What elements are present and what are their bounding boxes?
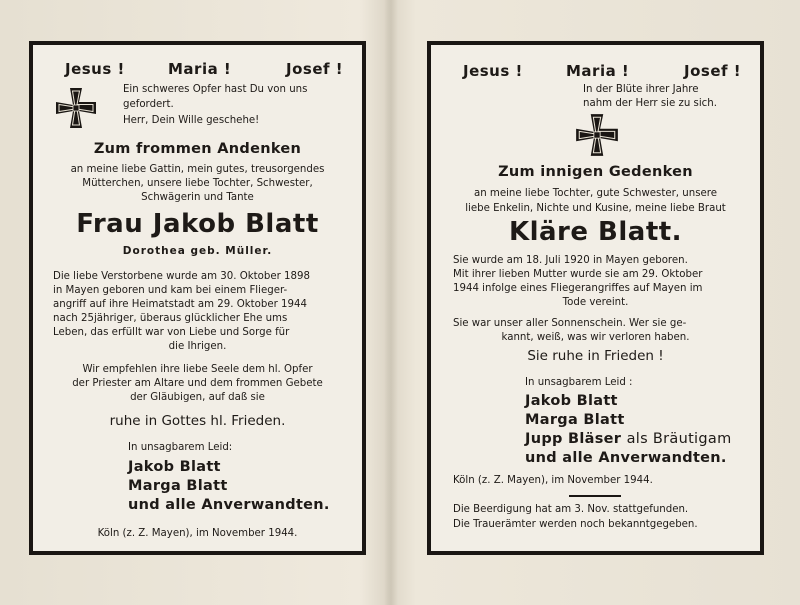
- jesus-label: Jesus !: [65, 60, 125, 78]
- jesus-label: Jesus !: [463, 62, 523, 80]
- deceased-name: Frau Jakob Blatt: [76, 209, 319, 239]
- intro-line-3: Herr, Dein Wille geschehe!: [123, 115, 260, 126]
- signer-1: Jakob Blatt: [128, 459, 221, 475]
- burial-line-2: Die Trauerämter werden noch bekanntgegeben.: [453, 519, 698, 530]
- bio-line-2: Mit ihrer lieben Mutter wurde sie am 29. Oktober: [453, 269, 703, 280]
- sunshine-line-1: Sie war unser aller Sonnenschein. Wer sie ge-: [453, 318, 687, 329]
- iron-cross-icon: [573, 111, 621, 159]
- josef-label: Josef !: [286, 60, 344, 78]
- grief-line: In unsagbarem Leid :: [525, 377, 633, 388]
- memorial-card-left: [29, 41, 366, 555]
- maria-label: Maria !: [566, 62, 630, 80]
- intro-line-2: nahm der Herr sie zu sich.: [583, 98, 717, 109]
- signer-2: Marga Blatt: [525, 412, 625, 428]
- burial-line-1: Die Beerdigung hat am 3. Nov. stattgefunden.: [453, 504, 689, 515]
- bio-line-4: Tode vereint.: [562, 297, 629, 308]
- grief-line: In unsagbarem Leid:: [128, 442, 233, 453]
- prayer-line-2: der Priester am Altare und dem frommen Gebete: [72, 378, 323, 389]
- bio-line-5: Leben, das erfüllt war von Liebe und Sorge für: [53, 327, 290, 338]
- deceased-name: Kläre Blatt.: [508, 217, 683, 247]
- dedication-line-1: an meine liebe Gattin, mein gutes, treusorgendes: [70, 164, 325, 175]
- signer-1: Jakob Blatt: [525, 393, 618, 409]
- bio-line-6: die Ihrigen.: [168, 341, 227, 352]
- bio-line-1: Die liebe Verstorbene wurde am 30. Oktober 1898: [53, 271, 310, 282]
- iron-cross-icon: [53, 85, 99, 131]
- bio-line-2: in Mayen geboren und kam bei einem Flieger-: [53, 285, 288, 296]
- prayer-line-3: der Gläubigen, auf daß sie: [130, 392, 265, 403]
- rest-in-peace: Sie ruhe in Frieden !: [527, 348, 664, 364]
- intro-line-2: gefordert.: [123, 99, 174, 110]
- dedication-line-3: Schwägerin und Tante: [141, 192, 254, 203]
- sunshine-line-2: kannt, weiß, was wir verloren haben.: [501, 332, 690, 343]
- memorial-card-right: [427, 41, 764, 555]
- card-heading: Zum innigen Gedenken: [498, 164, 693, 180]
- intro-line-1: Ein schweres Opfer hast Du von uns: [123, 84, 308, 95]
- prayer-line-1: Wir empfehlen ihre liebe Seele dem hl. Opfer: [82, 364, 313, 375]
- josef-label: Josef !: [684, 62, 742, 80]
- signer-3: und alle Anverwandten.: [128, 497, 330, 513]
- bio-line-4: nach 25jähriger, überaus glücklicher Ehe ums: [53, 313, 288, 324]
- fiance-name: Jupp Bläser: [525, 431, 622, 447]
- card-heading: Zum frommen Andenken: [93, 141, 302, 157]
- rest-in-peace: ruhe in Gottes hl. Frieden.: [109, 413, 286, 429]
- bio-line-3: 1944 infolge eines Fliegerangriffes auf Mayen im: [453, 283, 703, 294]
- dedication-line-2: Mütterchen, unsere liebe Tochter, Schwester,: [82, 178, 313, 189]
- place-date: Köln (z. Z. Mayen), im November 1944.: [453, 475, 653, 486]
- maiden-name: Dorothea geb. Müller.: [122, 245, 273, 257]
- dedication-line-1: an meine liebe Tochter, gute Schwester, unsere: [473, 188, 718, 199]
- divider: [569, 495, 621, 497]
- bio-line-1: Sie wurde am 18. Juli 1920 in Mayen geboren.: [453, 255, 688, 266]
- place-date: Köln (z. Z. Mayen), im November 1944.: [97, 528, 298, 539]
- maria-label: Maria !: [168, 60, 232, 78]
- bio-line-3: angriff auf ihre Heimatstadt am 29. Oktober 1944: [53, 299, 307, 310]
- intro-line-1: In der Blüte ihrer Jahre: [583, 84, 699, 95]
- signer-4: und alle Anverwandten.: [525, 450, 727, 466]
- center-fold: [384, 0, 398, 605]
- dedication-line-2: liebe Enkelin, Nichte und Kusine, meine liebe Braut: [465, 203, 726, 214]
- signer-3: [525, 430, 732, 449]
- fiance-suffix: als Bräutigam: [626, 431, 732, 447]
- signer-2: Marga Blatt: [128, 478, 228, 494]
